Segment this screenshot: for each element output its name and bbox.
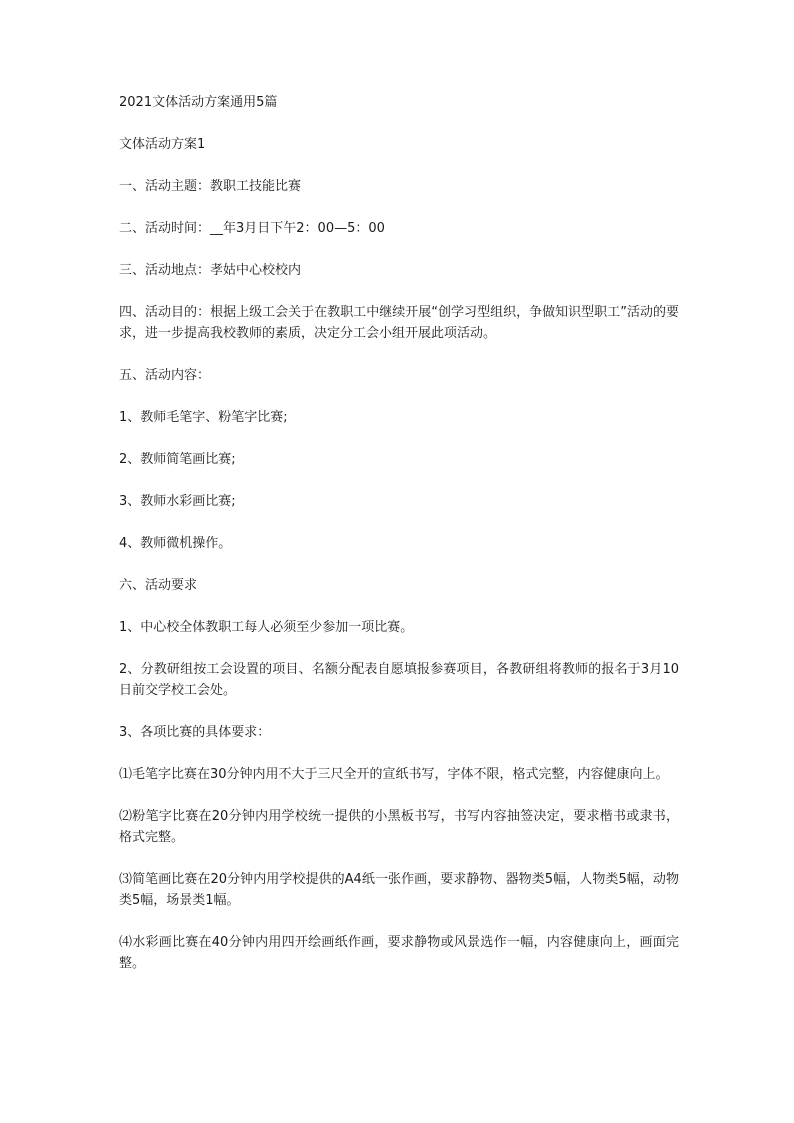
paragraph-theme: 一、活动主题：教职工技能比赛: [119, 179, 302, 194]
paragraph-time: 二、活动时间：__年3月日下午2：00—5：00: [119, 221, 385, 236]
list-item: 4、教师微机操作。: [119, 536, 232, 551]
paragraph-content-heading: 五、活动内容：: [119, 368, 211, 383]
list-item: ⑵粉笔字比赛在20分钟内用学校统一提供的小黑板书写，书写内容抽签决定，要求楷书或隶书，格式完整。: [119, 809, 679, 845]
paragraph-purpose: 四、活动目的：根据上级工会关于在教职工中继续开展“创学习型组织，争做知识型职工”活动的要求，进一步提高我校教师的素质，决定分工会小组开展此项活动。: [119, 305, 679, 341]
paragraph-location: 三、活动地点：孝姑中心校校内: [119, 263, 302, 278]
list-item: 3、各项比赛的具体要求：: [119, 725, 271, 740]
list-item: 1、中心校全体教职工每人必须至少参加一项比赛。: [119, 620, 414, 635]
list-item: ⑷水彩画比赛在40分钟内用四开绘画纸作画，要求静物或风景选作一幅，内容健康向上，画面完整。: [119, 935, 679, 971]
list-item: 2、教师简笔画比赛;: [119, 452, 236, 467]
section-heading: 文体活动方案1: [119, 137, 206, 152]
document-page: [119, 92, 679, 995]
list-item: 3、教师水彩画比赛;: [119, 494, 236, 509]
document-title: 2021文体活动方案通用5篇: [119, 95, 278, 110]
list-item: ⑶简笔画比赛在20分钟内用学校提供的A4纸一张作画，要求静物、器物类5幅，人物类5幅，动物类5幅，场景类1幅。: [119, 872, 679, 908]
list-item: 2、分教研组按工会设置的项目、名额分配表自愿填报参赛项目，各教研组将教师的报名于3月10日前交学校工会处。: [119, 662, 679, 698]
paragraph-requirements-heading: 六、活动要求: [119, 578, 198, 593]
list-item: 1、教师毛笔字、粉笔字比赛;: [119, 410, 288, 425]
list-item: ⑴毛笔字比赛在30分钟内用不大于三尺全开的宣纸书写，字体不限，格式完整，内容健康向上。: [119, 767, 669, 782]
